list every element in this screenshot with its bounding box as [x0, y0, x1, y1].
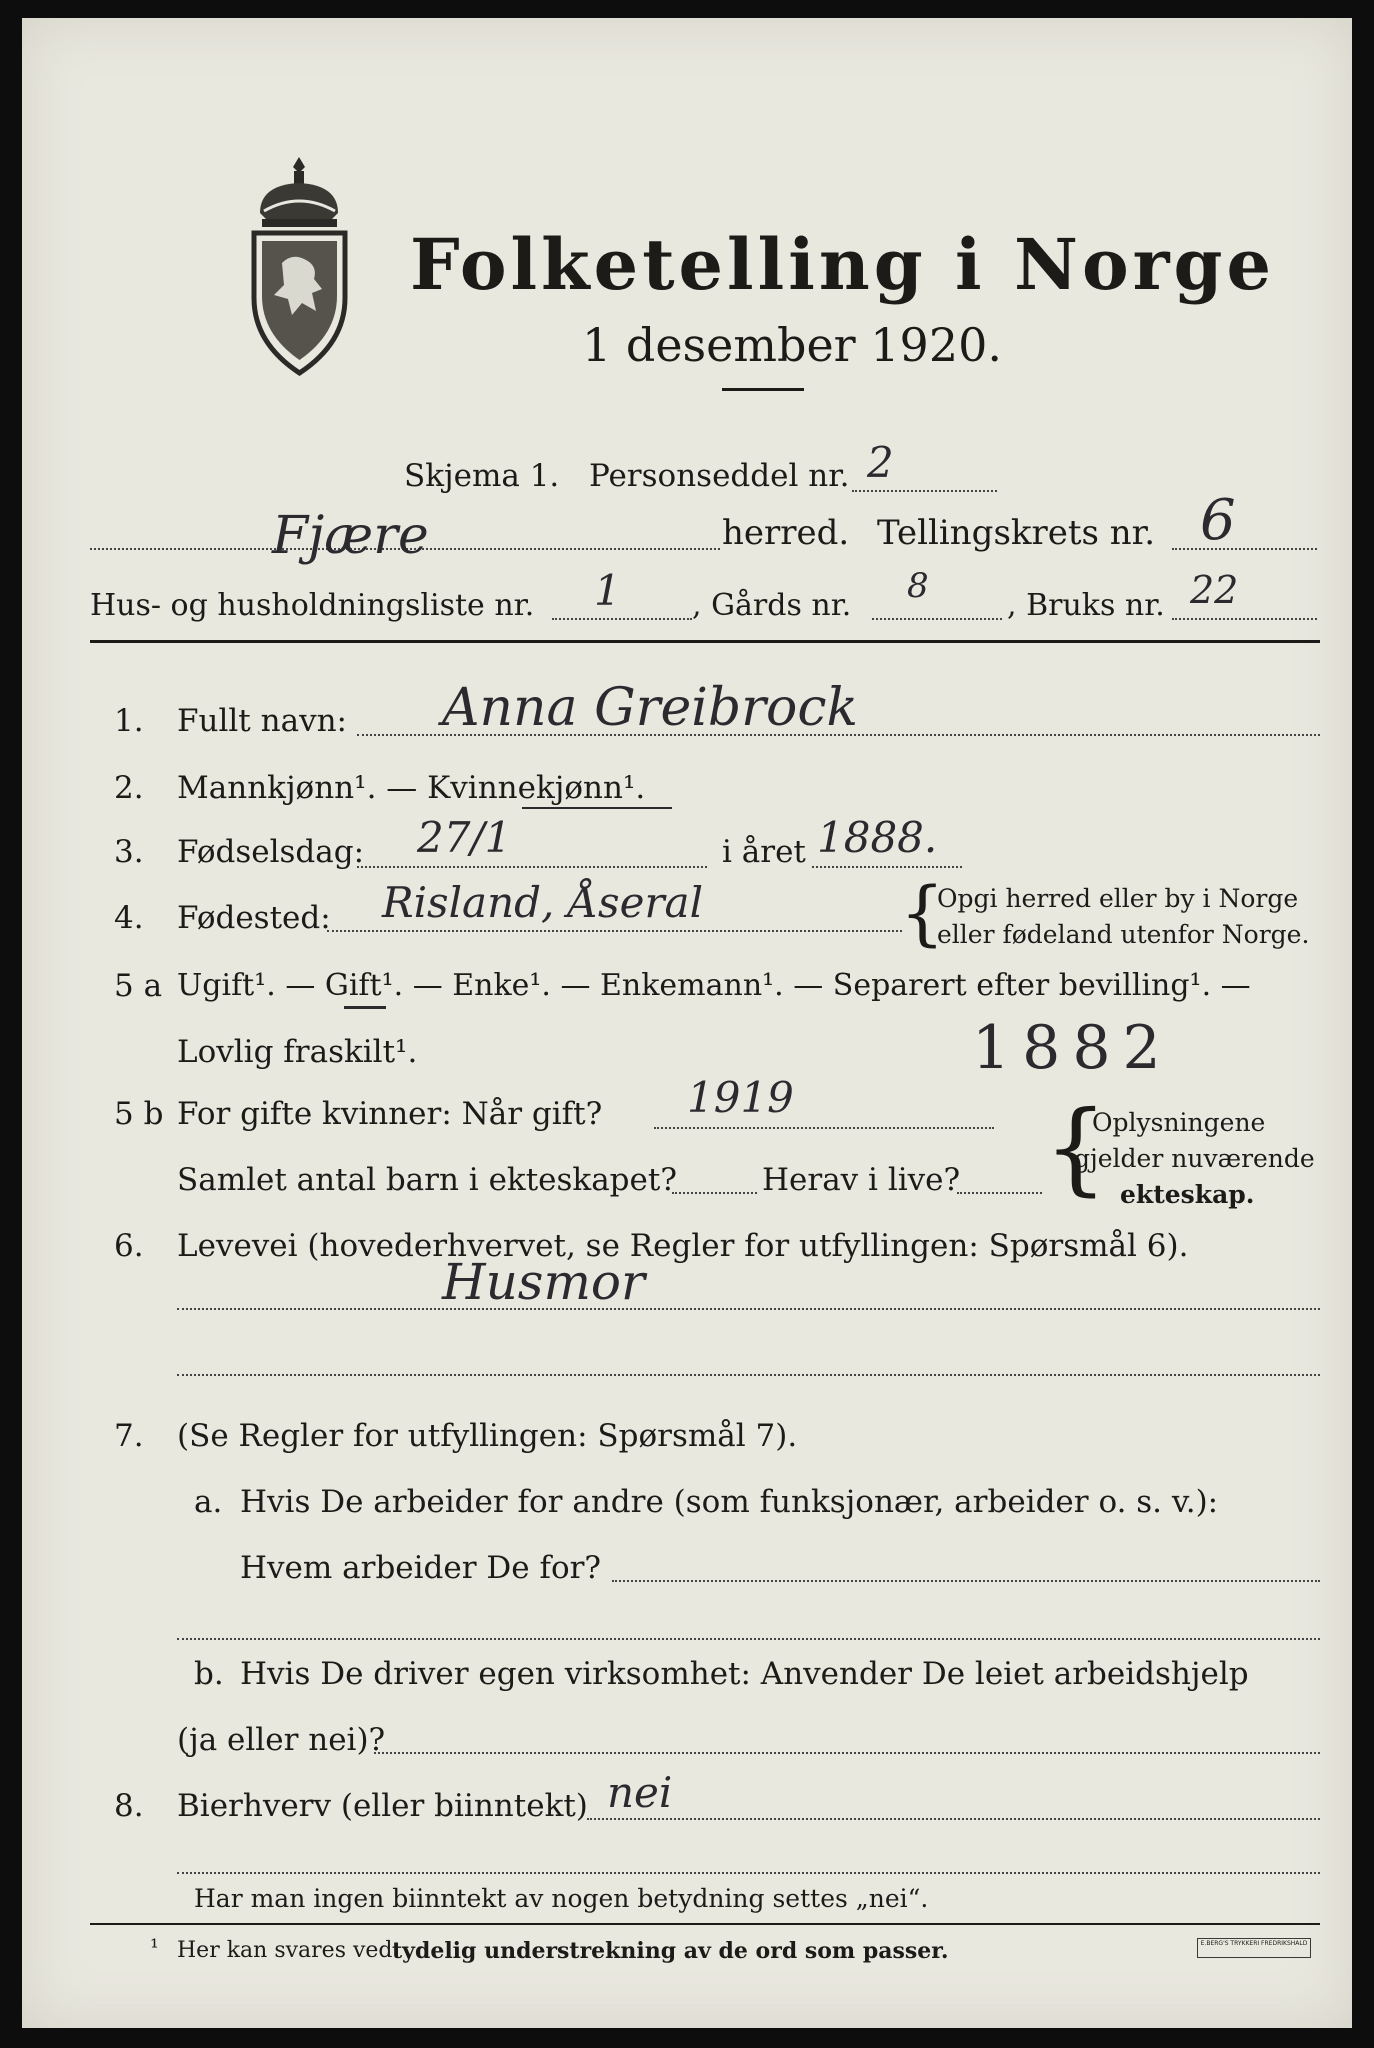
q5b-value[interactable]: 1919 [687, 1073, 794, 1122]
q3-line [357, 866, 707, 868]
footnote-bold: tydelig understrekning av de ord som passer. [392, 1938, 949, 1964]
q4-note-line1: Opgi herred eller by i Norge [937, 884, 1299, 913]
gards-value[interactable]: 8 [907, 566, 929, 606]
q7a-line1 [612, 1580, 1320, 1582]
gards-label: , Gårds nr. [692, 588, 852, 623]
bruks-label: , Bruks nr. [1007, 588, 1165, 623]
q6-line1 [177, 1308, 1320, 1310]
q2-number: 2. [114, 770, 144, 806]
q3-label: Fødselsdag: [177, 834, 365, 870]
q2-underline-mark [522, 807, 672, 809]
census-form-page [22, 18, 1352, 2028]
bruks-line [1172, 618, 1317, 620]
q8-line2 [177, 1872, 1320, 1874]
q3-year-line [812, 866, 962, 868]
q5b-line [654, 1127, 994, 1129]
q6-number: 6. [114, 1228, 144, 1264]
form-date: 1 desember 1920. [582, 318, 1002, 372]
q3-value[interactable]: 27/1 [417, 813, 512, 862]
personseddel-label: Personseddel nr. [589, 458, 850, 494]
q7-number: 7. [114, 1418, 144, 1454]
form-title: Folketelling i Norge [410, 223, 1276, 306]
biinntekt-note: Har man ingen biinntekt av nogen betydning settes „nei“. [194, 1884, 929, 1913]
q5b-note-line3: ekteskap. [1120, 1180, 1255, 1209]
q3-year-label: i året [722, 834, 806, 870]
tellingskrets-value[interactable]: 6 [1200, 488, 1236, 553]
q5a-label2: Lovlig fraskilt¹. [177, 1034, 418, 1070]
q7a-label2: Hvem arbeider De for? [240, 1550, 602, 1586]
q2-label: Mannkjønn¹. — Kvinnekjønn¹. [177, 770, 646, 806]
husliste-label: Hus- og husholdningsliste nr. [90, 588, 535, 623]
q8-number: 8. [114, 1788, 144, 1824]
personseddel-value[interactable]: 2 [867, 438, 894, 487]
q4-note-line2: eller fødeland utenfor Norge. [937, 920, 1310, 949]
personseddel-line [852, 490, 997, 492]
skjema-label: Skjema 1. [404, 458, 560, 494]
printer-stamp: E.BERG'S TRYKKERI FREDRIKSHALD [1197, 1938, 1311, 1958]
q5b-alive-line [957, 1192, 1042, 1194]
q1-value[interactable]: Anna Greibrock [442, 678, 858, 738]
q8-line1 [587, 1818, 1320, 1820]
q5a-underline-mark [344, 1006, 386, 1009]
husliste-value[interactable]: 1 [594, 566, 621, 615]
herred-value[interactable]: Fjære [272, 506, 429, 566]
bruks-value[interactable]: 22 [1190, 568, 1239, 612]
title-divider [722, 388, 804, 391]
q7a-label: Hvis De arbeider for andre (som funksjonær, arbeider o. s. v.): [240, 1484, 1219, 1520]
q5a-margin-note: 1882 [972, 1013, 1173, 1083]
q1-number: 1. [114, 703, 144, 739]
q5b-label: For gifte kvinner: Når gift? [177, 1096, 603, 1132]
q8-value[interactable]: nei [607, 1768, 673, 1817]
q7b-label2: (ja eller nei)? [177, 1722, 386, 1758]
q5b-label2: Samlet antal barn i ekteskapet? [177, 1162, 677, 1198]
q7-label: (Se Regler for utfyllingen: Spørsmål 7). [177, 1418, 798, 1454]
q6-label: Levevei (hovederhvervet, se Regler for utfyllingen: Spørsmål 6). [177, 1228, 1189, 1264]
q7a-line2 [177, 1638, 1320, 1640]
q7b-label: Hvis De driver egen virksomhet: Anvender De leiet arbeidshjelp [240, 1656, 1249, 1692]
footnote-mark: ¹ [150, 1936, 159, 1961]
q4-value[interactable]: Risland, Åseral [382, 878, 704, 927]
footnote-text: Her kan svares ved [177, 1938, 393, 1963]
q6-value[interactable]: Husmor [442, 1253, 645, 1311]
herred-label: herred. [722, 513, 850, 553]
q3-number: 3. [114, 834, 144, 870]
q5b-brace: { [1044, 1089, 1108, 1206]
q5b-children-line [672, 1192, 757, 1194]
q6-line2 [177, 1374, 1320, 1376]
q8-label: Bierhverv (eller biinntekt) [177, 1788, 588, 1824]
q5b-number: 5 b [114, 1096, 164, 1132]
q5a-number: 5 a [114, 968, 163, 1004]
q4-brace: { [900, 872, 945, 954]
q5b-note-line2: gjelder nuværende [1074, 1144, 1315, 1173]
q7b-line [374, 1752, 1320, 1754]
q7b-number: b. [194, 1656, 224, 1692]
q5b-label3: Herav i live? [762, 1162, 961, 1198]
gards-line [872, 618, 1002, 620]
tellingskrets-label: Tellingskrets nr. [877, 513, 1156, 553]
q1-label: Fullt navn: [177, 703, 347, 739]
q4-label: Fødested: [177, 900, 331, 936]
norway-coat-of-arms-icon [242, 153, 357, 378]
q5b-note-line1: Oplysningene [1092, 1108, 1266, 1137]
q4-number: 4. [114, 900, 144, 936]
q5a-label: Ugift¹. — Gift¹. — Enke¹. — Enkemann¹. — Separert efter bevilling¹. — [177, 968, 1251, 1003]
header-divider [90, 640, 1320, 643]
q4-line [327, 930, 902, 932]
tellingskrets-line [1172, 548, 1317, 550]
husliste-line [552, 618, 692, 620]
q3-year-value[interactable]: 1888. [817, 813, 938, 862]
q7a-number: a. [194, 1484, 223, 1520]
footer-divider [90, 1923, 1320, 1925]
